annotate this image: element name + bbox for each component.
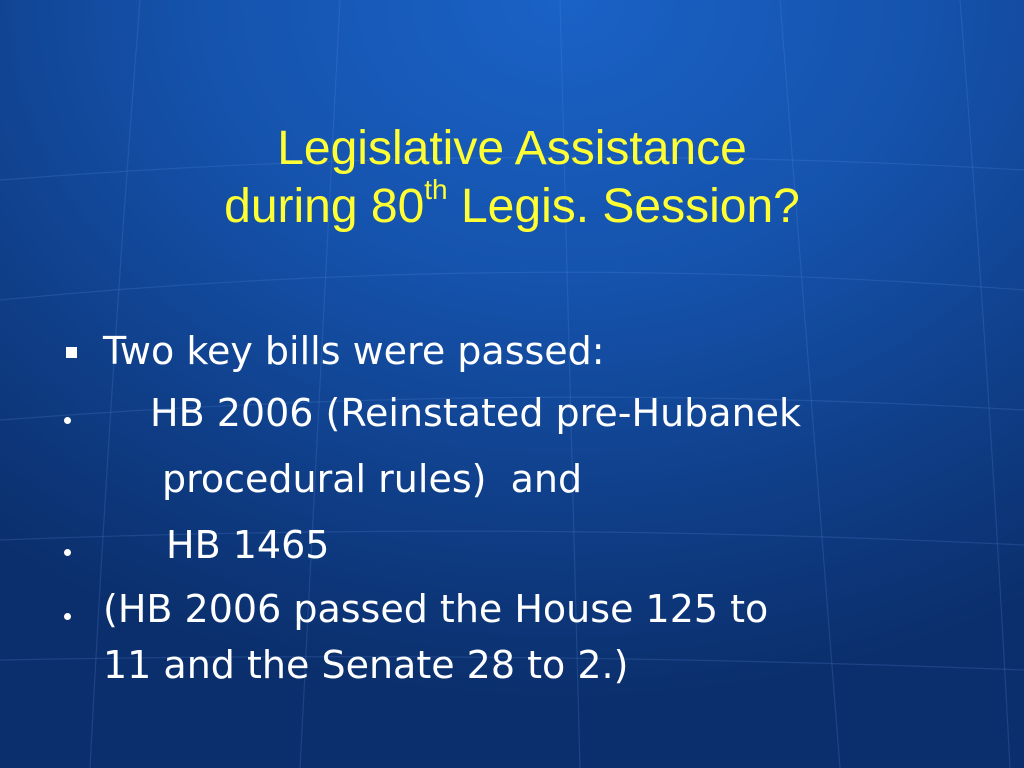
dot-bullet-icon bbox=[64, 417, 71, 424]
title-line-2-start: during 80 bbox=[224, 180, 425, 233]
dot-bullet-icon bbox=[64, 613, 71, 620]
bullet-text-4: HB 1465 bbox=[166, 523, 330, 567]
title-line-1: Legislative Assistance bbox=[277, 122, 747, 175]
bullet-text-2: HB 2006 (Reinstated pre-Hubanek bbox=[150, 391, 802, 435]
square-bullet-icon bbox=[66, 347, 77, 358]
dot-bullet-icon bbox=[64, 549, 71, 556]
title-line-2-end: Legis. Session? bbox=[447, 180, 800, 233]
bullet-text-6: 11 and the Senate 28 to 2.) bbox=[103, 643, 629, 687]
bullet-text-5: (HB 2006 passed the House 125 to bbox=[103, 587, 769, 631]
bullet-text-1: Two key bills were passed: bbox=[103, 329, 605, 373]
title-superscript: th bbox=[424, 174, 448, 205]
bullet-text-3: procedural rules) and bbox=[162, 457, 583, 501]
